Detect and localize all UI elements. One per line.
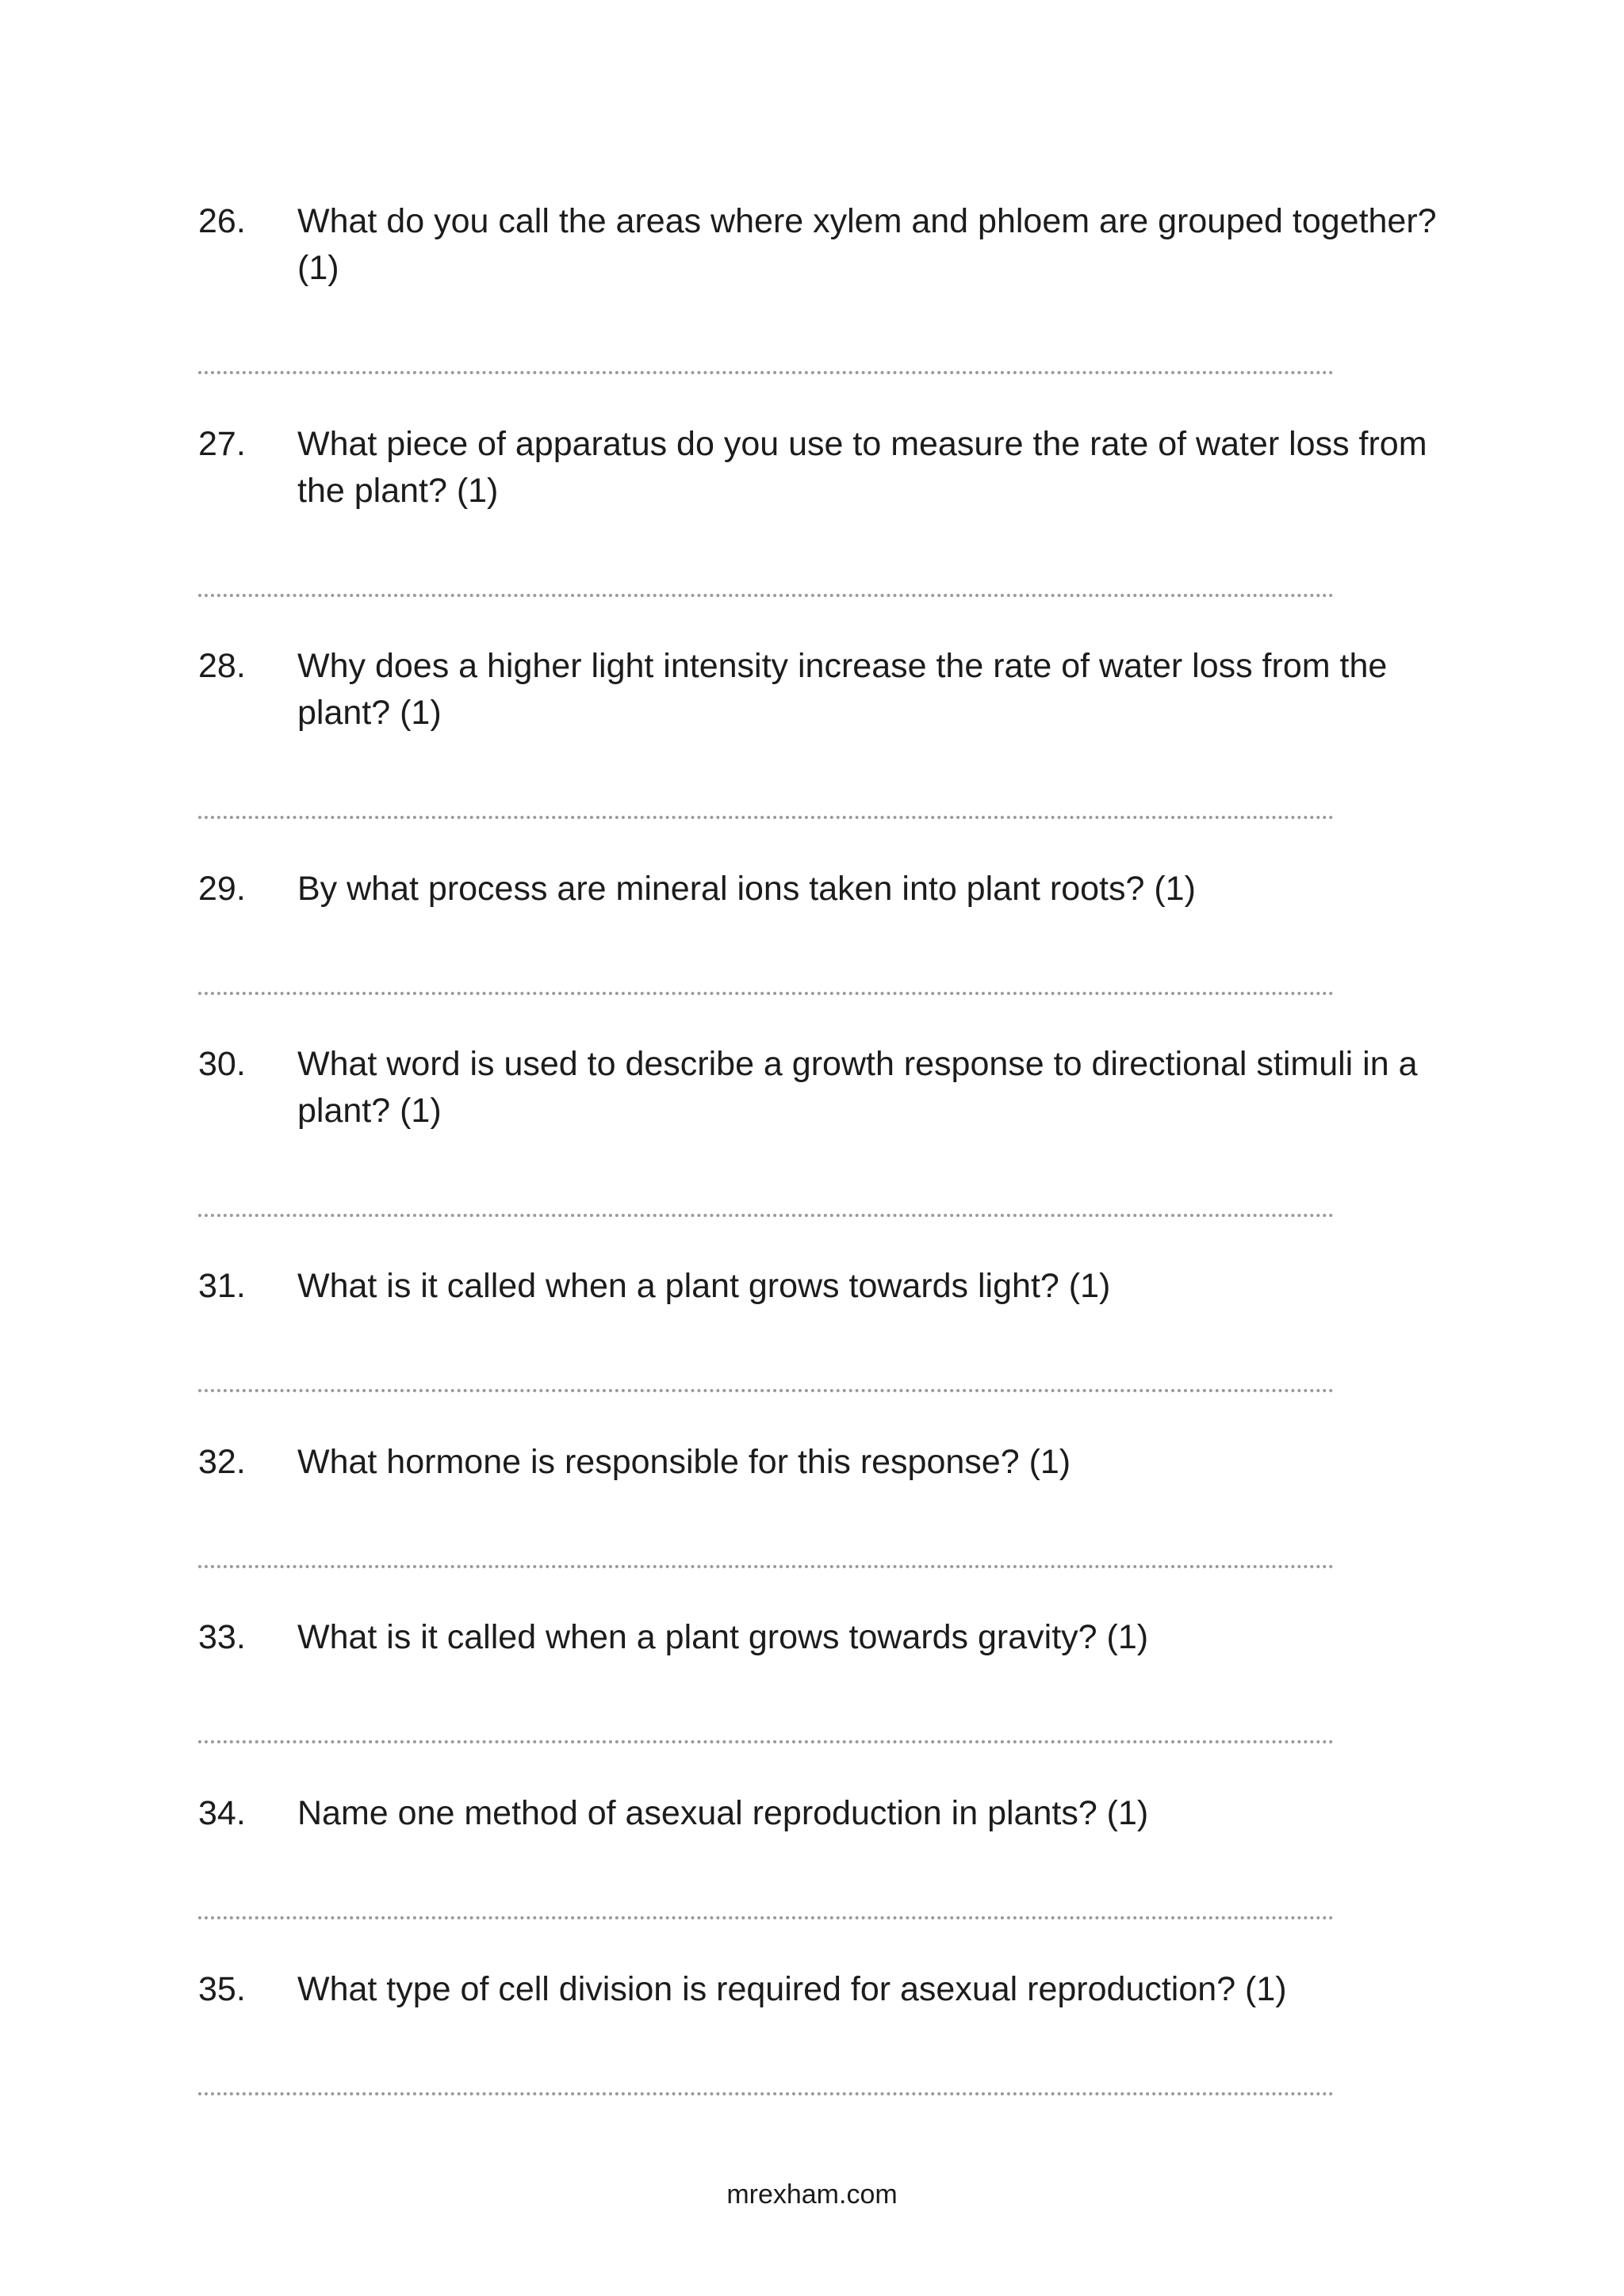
question-text: What do you call the areas where xylem and phloem are grouped together? (1) <box>297 202 1437 287</box>
question-text: What piece of apparatus do you use to measure the rate of water loss from the plant? (1) <box>297 425 1427 510</box>
answer-line[interactable] <box>198 816 1334 819</box>
answer-line[interactable] <box>198 1916 1334 1919</box>
answer-line[interactable] <box>198 2092 1334 2095</box>
question-27 <box>198 421 1451 515</box>
answer-line[interactable] <box>198 992 1334 995</box>
answer-line[interactable] <box>198 1389 1334 1392</box>
question-text: What word is used to describe a growth response to directional stimuli in a plant? (1) <box>297 1045 1418 1130</box>
question-text: By what process are mineral ions taken into plant roots? (1) <box>297 870 1196 908</box>
question-number: 32. <box>198 1443 246 1481</box>
answer-line[interactable] <box>198 594 1334 597</box>
answer-line[interactable] <box>198 1740 1334 1743</box>
answer-line[interactable] <box>198 1214 1334 1217</box>
question-number: 33. <box>198 1618 246 1656</box>
footer-site-url: mrexham.com <box>726 2179 898 2210</box>
question-text: Name one method of asexual reproduction in plants? (1) <box>297 1794 1149 1832</box>
question-number: 26. <box>198 202 246 240</box>
answer-line[interactable] <box>198 1565 1334 1568</box>
question-30 <box>198 1041 1451 1135</box>
question-33 <box>198 1614 1451 1661</box>
question-text: What is it called when a plant grows towards gravity? (1) <box>297 1618 1149 1656</box>
question-28 <box>198 643 1451 737</box>
question-32 <box>198 1439 1451 1486</box>
question-text: What hormone is responsible for this response? (1) <box>297 1443 1071 1481</box>
answer-line[interactable] <box>198 371 1334 374</box>
question-number: 30. <box>198 1045 246 1083</box>
question-text: Why does a higher light intensity increase the rate of water loss from the plant? (1) <box>297 647 1388 732</box>
question-31 <box>198 1263 1451 1310</box>
question-number: 29. <box>198 870 246 908</box>
question-29 <box>198 866 1451 913</box>
question-number: 28. <box>198 647 246 685</box>
question-text: What is it called when a plant grows towards light? (1) <box>297 1267 1111 1305</box>
question-26 <box>198 198 1451 292</box>
question-34 <box>198 1790 1451 1837</box>
question-number: 35. <box>198 1970 246 2008</box>
question-number: 34. <box>198 1794 246 1832</box>
question-number: 31. <box>198 1267 246 1305</box>
question-35 <box>198 1966 1451 2013</box>
question-text: What type of cell division is required for asexual reproduction? (1) <box>297 1970 1287 2008</box>
question-number: 27. <box>198 425 246 463</box>
